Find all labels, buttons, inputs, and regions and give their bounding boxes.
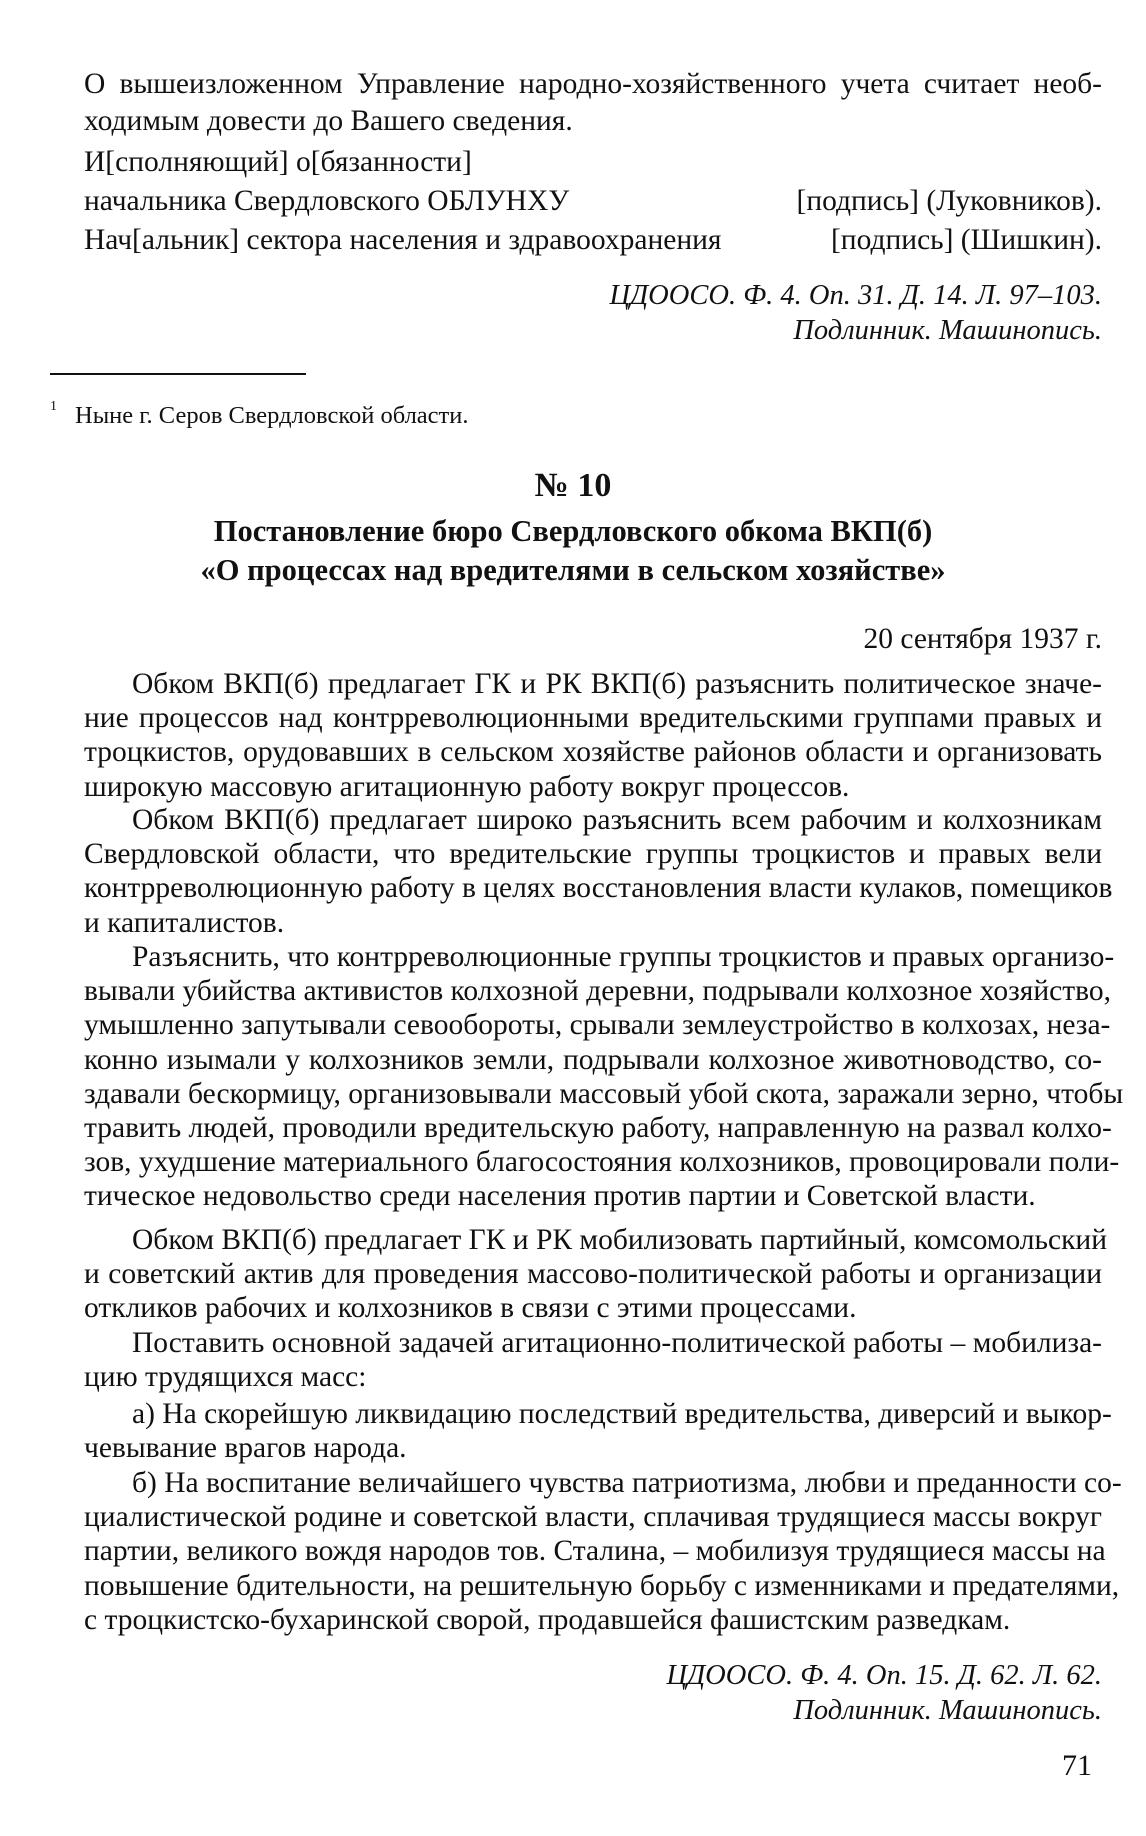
paragraph-6-line: а) На скорейшую ликвидацию последствий вредительства, диверсий и выкор-	[132, 1398, 1112, 1430]
paragraph-3-line: умышленно запутывали севообороты, срывали землеустройство в колхозах, неза-	[84, 1009, 1111, 1042]
paragraph-7-line: партии, великого вождя народов тов. Сталина, – мобилизуя трудящиеся массы на	[84, 1535, 1106, 1568]
paragraph-3-line: вывали убийства активистов колхозной деревни, подрывали колхозное хозяйство,	[84, 975, 1111, 1008]
page-number: 71	[1062, 1749, 1092, 1782]
paragraph-2-line: и капиталистов.	[84, 906, 285, 939]
intro-line-1: О вышеизложенном Управление народно-хозяйственного учета считает необ-	[84, 68, 1102, 100]
paragraph-2-line: Обком ВКП(б) предлагает широко разъяснить всем рабочим и колхозникам	[132, 804, 1102, 836]
document-type-note: Подлинник. Машинопись.	[793, 1695, 1102, 1726]
paragraph-3-line: здавали бескормицу, организовывали массовый убой скота, заражали зерно, чтобы	[84, 1077, 1124, 1110]
footnote-marker: 1	[50, 399, 57, 414]
paragraph-1-line: Обком ВКП(б) предлагает ГК и РК ВКП(б) разъяснить политическое значе-	[132, 668, 1102, 700]
intro-line-2: ходимым довести до Вашего сведения.	[84, 105, 573, 137]
paragraph-3-line: Разъяснить, что контрреволюционные группы троцкистов и правых организо-	[132, 941, 1115, 973]
signature-row-3	[84, 222, 1102, 259]
source-reference-bottom	[666, 1658, 1102, 1728]
paragraph-7-line: повышение бдительности, на решительную борьбу с изменниками и предателями,	[84, 1569, 1120, 1602]
paragraph-3-line: зов, ухудшение материального благосостояния колхозников, провоцировали поли-	[84, 1146, 1120, 1179]
footnote	[50, 396, 468, 431]
archive-reference: ЦДООСО. Ф. 4. Оп. 15. Д. 62. Л. 62.	[666, 1660, 1102, 1691]
paragraph-5-line: Поставить основной задачей агитационно-политической работы – мобилиза-	[132, 1327, 1102, 1359]
footnote-divider	[50, 373, 306, 375]
signature-mark: [подпись] (Луковников).	[796, 185, 1102, 217]
paragraph-3-line: травить людей, проводили вредительскую работу, направленную на развал колхо-	[84, 1112, 1112, 1144]
document-date: 20 сентября 1937 г.	[863, 623, 1102, 655]
signature-row-2	[84, 183, 1102, 220]
signature-title: И[сполняющий] о[бязанности]	[84, 146, 472, 178]
paragraph-4-line: Обком ВКП(б) предлагает ГК и РК мобилизовать партийный, комсомольский	[132, 1224, 1107, 1256]
document-title-line-1: Постановление бюро Свердловского обкома ВКП(б)	[213, 514, 933, 548]
paragraph-7-line: с троцкистско-бухаринской сворой, продавшейся фашистским разведкам.	[84, 1603, 1011, 1636]
document-number: № 10	[534, 467, 612, 504]
paragraph-4-line: и советский актив для проведения массово-политической работы и организации	[84, 1258, 1102, 1291]
signature-row-1	[84, 144, 1102, 181]
paragraph-7-line: б) На воспитание величайшего чувства патриотизма, любви и преданности со-	[132, 1467, 1122, 1499]
paragraph-2-line: Свердловской области, что вредительские группы троцкистов и правых вели	[84, 838, 1102, 871]
paragraph-7-line: циалистической родине и советской власти, сплачивая трудящиеся массы вокруг	[84, 1501, 1102, 1534]
paragraph-4-line: откликов рабочих и колхозников в связи с этими процессами.	[84, 1292, 857, 1325]
intro-paragraph	[84, 66, 1102, 140]
paragraph-1-line: троцкистов, орудовавших в сельском хозяйстве районов области и организовать	[84, 736, 1102, 769]
document-title-line-2: «О процессах над вредителями в сельском хозяйстве»	[200, 553, 946, 587]
footnote-text: Ныне г. Серов Свердловской области.	[75, 402, 469, 430]
document-type-note: Подлинник. Машинопись.	[793, 315, 1102, 346]
paragraph-3-line: тическое недовольство среди населения против партии и Советской власти.	[84, 1180, 1036, 1213]
source-reference-top	[609, 278, 1102, 348]
signature-title: начальника Свердловского ОБЛУНХУ	[84, 185, 570, 217]
paragraph-1-line: ние процессов над контрреволюционными вредительскими группами правых и	[84, 702, 1102, 735]
paragraph-6-line: чевывание врагов народа.	[84, 1432, 407, 1465]
signature-mark: [подпись] (Шишкин).	[830, 224, 1102, 256]
paragraph-1-line: широкую массовую агитационную работу вокруг процессов.	[84, 770, 850, 803]
paragraph-2-line: контрреволюционную работу в целях восстановления власти кулаков, помещиков	[84, 872, 1113, 905]
archive-reference: ЦДООСО. Ф. 4. Оп. 31. Д. 14. Л. 97–103.	[609, 280, 1102, 311]
paragraph-3-line: конно изымали у колхозников земли, подрывали колхозное животноводство, со-	[84, 1043, 1102, 1076]
signature-title: Нач[альник] сектора населения и здравоохранения	[84, 224, 722, 256]
paragraph-5-line: цию трудящихся масс:	[84, 1361, 367, 1394]
